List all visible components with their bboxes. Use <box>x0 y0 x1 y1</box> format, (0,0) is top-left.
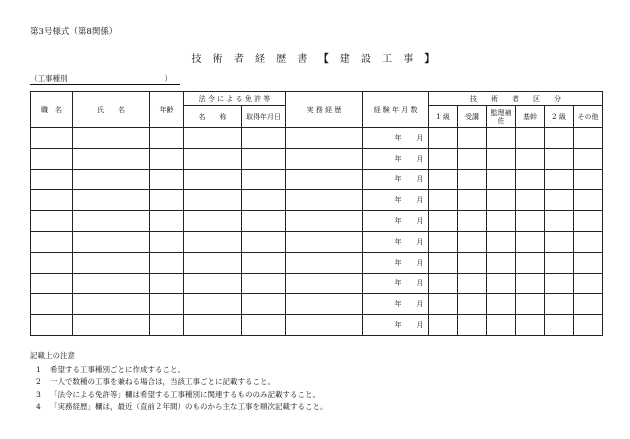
cell-position[interactable] <box>31 294 73 315</box>
cell-core[interactable] <box>516 211 545 232</box>
cell-experience[interactable] <box>286 169 363 190</box>
cell-class2[interactable] <box>545 294 574 315</box>
cell-license-name[interactable] <box>184 190 242 211</box>
cell-license-date[interactable] <box>242 252 286 273</box>
cell-class1[interactable] <box>429 211 458 232</box>
cell-class2[interactable] <box>545 273 574 294</box>
cell-supervisor-assistant[interactable] <box>487 315 516 336</box>
cell-trained[interactable] <box>458 252 487 273</box>
table-row <box>31 169 603 190</box>
cell-license-name[interactable] <box>184 128 242 149</box>
work-type-label: （工事種別 <box>30 74 68 83</box>
cell-class2[interactable] <box>545 169 574 190</box>
cell-other[interactable] <box>574 273 603 294</box>
cell-years[interactable] <box>363 169 429 190</box>
cell-core[interactable] <box>516 294 545 315</box>
cell-other[interactable] <box>574 315 603 336</box>
cell-supervisor-assistant[interactable] <box>487 148 516 169</box>
notes-list <box>30 364 328 414</box>
cell-supervisor-assistant[interactable] <box>487 273 516 294</box>
cell-license-name[interactable] <box>184 148 242 169</box>
cell-core[interactable] <box>516 190 545 211</box>
header-years: 経 験 年 月 数 <box>363 92 429 128</box>
cell-age[interactable] <box>150 128 184 149</box>
cell-license-date[interactable] <box>242 169 286 190</box>
header-tech-class-group: 技 術 者 区 分 <box>429 92 603 106</box>
cell-class2[interactable] <box>545 315 574 336</box>
header-trained: 受講 <box>458 106 487 128</box>
note-item <box>30 376 328 389</box>
cell-license-date[interactable] <box>242 190 286 211</box>
table-row <box>31 231 603 252</box>
cell-other[interactable] <box>574 169 603 190</box>
cell-license-date[interactable] <box>242 294 286 315</box>
cell-trained[interactable] <box>458 128 487 149</box>
cell-age[interactable] <box>150 211 184 232</box>
year-unit: 年 <box>394 133 402 142</box>
table-row <box>31 315 603 336</box>
cell-other[interactable] <box>574 190 603 211</box>
table-row <box>31 252 603 273</box>
cell-other[interactable] <box>574 231 603 252</box>
note-item <box>30 401 328 414</box>
header-name: 氏 名 <box>73 92 150 128</box>
month-unit: 月 <box>416 279 424 288</box>
cell-years[interactable] <box>363 294 429 315</box>
cell-other[interactable] <box>574 211 603 232</box>
header-class1: 1 級 <box>429 106 458 128</box>
table-row <box>31 273 603 294</box>
month-unit: 月 <box>416 321 424 330</box>
year-unit: 年 <box>394 237 402 246</box>
cell-name[interactable] <box>73 190 150 211</box>
cell-class1[interactable] <box>429 231 458 252</box>
header-other: その他 <box>574 106 603 128</box>
year-unit: 年 <box>394 154 402 163</box>
cell-experience[interactable] <box>286 294 363 315</box>
cell-position[interactable] <box>31 252 73 273</box>
cell-license-date[interactable] <box>242 231 286 252</box>
cell-trained[interactable] <box>458 148 487 169</box>
cell-years[interactable] <box>363 273 429 294</box>
cell-trained[interactable] <box>458 211 487 232</box>
cell-license-date[interactable] <box>242 128 286 149</box>
cell-license-date[interactable] <box>242 273 286 294</box>
cell-supervisor-assistant[interactable] <box>487 169 516 190</box>
form-number: 第3号様式（第8関係） <box>30 27 118 37</box>
cell-license-date[interactable] <box>242 211 286 232</box>
cell-years[interactable] <box>363 148 429 169</box>
year-unit: 年 <box>394 258 402 267</box>
cell-position[interactable] <box>31 315 73 336</box>
cell-core[interactable] <box>516 148 545 169</box>
table-row <box>31 148 603 169</box>
header-age: 年齢 <box>150 92 184 128</box>
cell-core[interactable] <box>516 128 545 149</box>
cell-core[interactable] <box>516 252 545 273</box>
cell-class2[interactable] <box>545 148 574 169</box>
cell-position[interactable] <box>31 148 73 169</box>
note-item <box>30 364 328 377</box>
cell-years[interactable] <box>363 231 429 252</box>
year-unit: 年 <box>394 321 402 330</box>
cell-experience[interactable] <box>286 190 363 211</box>
year-unit: 年 <box>394 279 402 288</box>
title-sub: 建 設 工 事 <box>339 54 418 65</box>
cell-name[interactable] <box>73 211 150 232</box>
year-unit: 年 <box>394 217 402 226</box>
cell-license-name[interactable] <box>184 231 242 252</box>
cell-supervisor-assistant[interactable] <box>487 252 516 273</box>
cell-supervisor-assistant[interactable] <box>487 211 516 232</box>
cell-license-name[interactable] <box>184 294 242 315</box>
cell-class1[interactable] <box>429 148 458 169</box>
page-title <box>0 50 630 65</box>
cell-class2[interactable] <box>545 190 574 211</box>
cell-license-name[interactable] <box>184 273 242 294</box>
cell-name[interactable] <box>73 169 150 190</box>
note-item <box>30 389 328 402</box>
cell-class2[interactable] <box>545 231 574 252</box>
header-core: 基幹 <box>516 106 545 128</box>
header-license-name: 名 称 <box>184 106 242 128</box>
cell-name[interactable] <box>73 231 150 252</box>
cell-core[interactable] <box>516 231 545 252</box>
cell-class1[interactable] <box>429 252 458 273</box>
cell-license-name[interactable] <box>184 211 242 232</box>
cell-age[interactable] <box>150 169 184 190</box>
header-position: 職 名 <box>31 92 73 128</box>
note-number: 2 <box>36 377 41 386</box>
cell-class1[interactable] <box>429 190 458 211</box>
cell-other[interactable] <box>574 128 603 149</box>
cell-years[interactable] <box>363 211 429 232</box>
month-unit: 月 <box>416 196 424 205</box>
engineer-history-table <box>30 91 603 336</box>
cell-position[interactable] <box>31 190 73 211</box>
cell-class2[interactable] <box>545 211 574 232</box>
cell-class1[interactable] <box>429 294 458 315</box>
year-unit: 年 <box>394 175 402 184</box>
cell-name[interactable] <box>73 148 150 169</box>
cell-years[interactable] <box>363 252 429 273</box>
cell-age[interactable] <box>150 231 184 252</box>
month-unit: 月 <box>416 237 424 246</box>
cell-trained[interactable] <box>458 169 487 190</box>
work-type-close: ） <box>164 74 172 83</box>
cell-core[interactable] <box>516 169 545 190</box>
cell-other[interactable] <box>574 252 603 273</box>
year-unit: 年 <box>394 300 402 309</box>
cell-license-name[interactable] <box>184 252 242 273</box>
work-type-field[interactable] <box>30 74 180 85</box>
cell-name[interactable] <box>73 294 150 315</box>
cell-experience[interactable] <box>286 128 363 149</box>
cell-years[interactable] <box>363 128 429 149</box>
cell-trained[interactable] <box>458 294 487 315</box>
cell-experience[interactable] <box>286 273 363 294</box>
cell-supervisor-assistant[interactable] <box>487 128 516 149</box>
table-body <box>31 128 603 336</box>
cell-core[interactable] <box>516 273 545 294</box>
cell-other[interactable] <box>574 148 603 169</box>
note-number: 4 <box>36 402 41 411</box>
cell-trained[interactable] <box>458 231 487 252</box>
header-supervisor-assistant: 監理補佐 <box>487 106 516 128</box>
month-unit: 月 <box>416 175 424 184</box>
cell-license-date[interactable] <box>242 315 286 336</box>
cell-class1[interactable] <box>429 128 458 149</box>
cell-class1[interactable] <box>429 273 458 294</box>
cell-experience[interactable] <box>286 211 363 232</box>
cell-trained[interactable] <box>458 190 487 211</box>
cell-years[interactable] <box>363 315 429 336</box>
cell-experience[interactable] <box>286 231 363 252</box>
cell-age[interactable] <box>150 252 184 273</box>
cell-supervisor-assistant[interactable] <box>487 190 516 211</box>
cell-license-name[interactable] <box>184 169 242 190</box>
notes-heading: 記載上の注意 <box>30 351 75 360</box>
cell-name[interactable] <box>73 252 150 273</box>
cell-class1[interactable] <box>429 315 458 336</box>
month-unit: 月 <box>416 300 424 309</box>
notes-section <box>30 350 328 414</box>
note-text: 「法令による免許等」欄は希望する工事種別に関連するもののみ記載すること。 <box>50 389 320 399</box>
cell-age[interactable] <box>150 294 184 315</box>
cell-other[interactable] <box>574 294 603 315</box>
cell-class2[interactable] <box>545 128 574 149</box>
cell-class2[interactable] <box>545 252 574 273</box>
title-main: 技 術 者 経 歴 書 <box>191 54 312 65</box>
title-bracket-open: 【 <box>318 54 333 65</box>
year-unit: 年 <box>394 196 402 205</box>
table-row <box>31 128 603 149</box>
cell-name[interactable] <box>73 315 150 336</box>
cell-supervisor-assistant[interactable] <box>487 294 516 315</box>
cell-position[interactable] <box>31 273 73 294</box>
cell-age[interactable] <box>150 148 184 169</box>
cell-class1[interactable] <box>429 169 458 190</box>
cell-experience[interactable] <box>286 252 363 273</box>
title-bracket-close: 】 <box>424 54 439 65</box>
cell-name[interactable] <box>73 273 150 294</box>
cell-years[interactable] <box>363 190 429 211</box>
table-row <box>31 294 603 315</box>
cell-license-name[interactable] <box>184 315 242 336</box>
cell-age[interactable] <box>150 190 184 211</box>
month-unit: 月 <box>416 133 424 142</box>
note-text: 一人で数種の工事を兼ねる場合は，当該工事ごとに記載すること。 <box>50 377 275 386</box>
month-unit: 月 <box>416 258 424 267</box>
note-text: 「実務経歴」欄は，最近（直前２年間）のものから主な工事を順次記載すること。 <box>50 402 328 411</box>
cell-position[interactable] <box>31 231 73 252</box>
header-license-group: 法 令 に よ る 免 許 等 <box>184 92 286 106</box>
cell-supervisor-assistant[interactable] <box>487 231 516 252</box>
cell-name[interactable] <box>73 128 150 149</box>
header-class2: 2 級 <box>545 106 574 128</box>
month-unit: 月 <box>416 154 424 163</box>
header-license-date: 取得年月日 <box>242 106 286 128</box>
cell-license-date[interactable] <box>242 148 286 169</box>
month-unit: 月 <box>416 217 424 226</box>
note-number: 1 <box>36 364 41 374</box>
cell-age[interactable] <box>150 273 184 294</box>
table-row <box>31 211 603 232</box>
header-experience: 実 務 経 歴 <box>286 92 363 128</box>
cell-trained[interactable] <box>458 273 487 294</box>
table-row <box>31 190 603 211</box>
cell-age[interactable] <box>150 315 184 336</box>
cell-experience[interactable] <box>286 148 363 169</box>
cell-position[interactable] <box>31 128 73 149</box>
note-number: 3 <box>36 389 41 399</box>
cell-experience[interactable] <box>286 315 363 336</box>
note-text: 希望する工事種別ごとに作成すること。 <box>50 364 185 374</box>
cell-core[interactable] <box>516 315 545 336</box>
cell-position[interactable] <box>31 211 73 232</box>
cell-position[interactable] <box>31 169 73 190</box>
cell-trained[interactable] <box>458 315 487 336</box>
